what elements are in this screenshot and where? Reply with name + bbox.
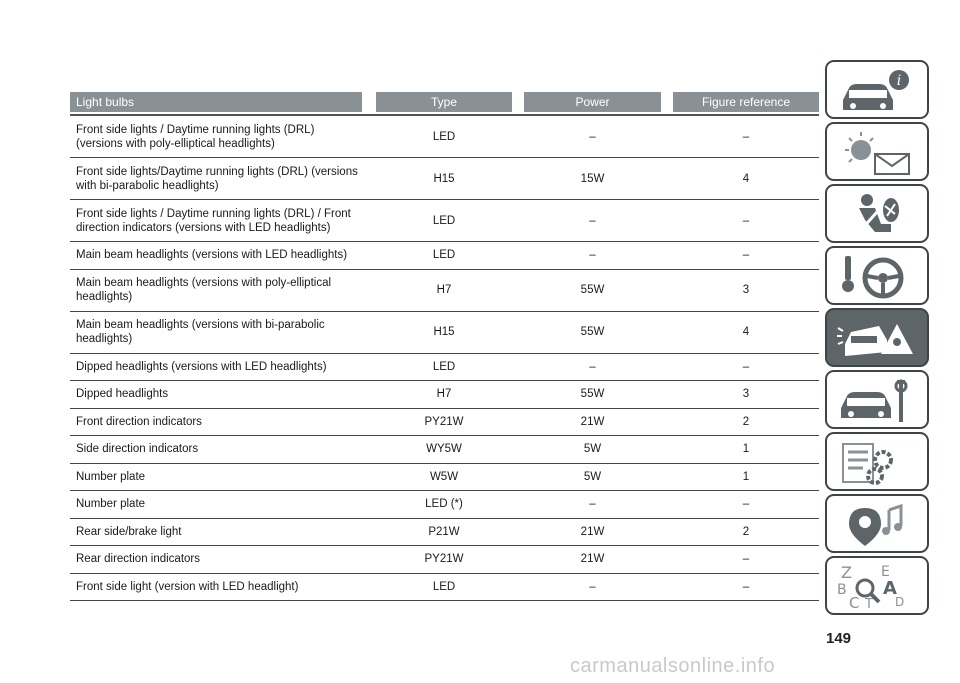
table-row bbox=[70, 464, 819, 492]
bulb-name: Dipped headlights (versions with LED headlights) bbox=[76, 360, 327, 373]
table-row bbox=[70, 116, 819, 158]
figure-reference: – bbox=[742, 249, 750, 262]
bulb-name: Front side lights / Daytime running lights (DRL) (versions with poly-elliptical headlights) bbox=[76, 123, 315, 150]
car-maintenance-icon bbox=[835, 376, 923, 426]
technical-data-gear-icon bbox=[835, 438, 923, 488]
bulb-power: – bbox=[589, 360, 596, 373]
table-row bbox=[70, 200, 819, 242]
bulb-power: 5W bbox=[583, 443, 602, 456]
table-row bbox=[70, 546, 819, 574]
bulb-power: 21W bbox=[580, 525, 605, 538]
bulb-type: WY5W bbox=[426, 443, 462, 456]
figure-reference: – bbox=[742, 553, 750, 566]
bulb-power: – bbox=[589, 214, 596, 227]
table-row bbox=[70, 519, 819, 547]
tab-maintenance[interactable] bbox=[825, 370, 929, 429]
header-type: Type bbox=[376, 92, 512, 112]
bulb-type: PY21W bbox=[424, 415, 464, 428]
tab-car-info[interactable] bbox=[825, 60, 929, 119]
index-letter: D bbox=[895, 595, 905, 609]
bulb-type: LED bbox=[432, 130, 456, 143]
figure-reference: – bbox=[742, 580, 750, 593]
bulb-name: Front side lights / Daytime running lights (DRL) / Front direction indicators (versions with LED headlights) bbox=[76, 207, 351, 234]
index-letter: Z bbox=[841, 563, 852, 582]
index-letter: E bbox=[881, 564, 890, 580]
bulb-name: Rear direction indicators bbox=[76, 553, 201, 566]
index-letter: B bbox=[837, 582, 847, 598]
car-emergency-icon bbox=[835, 314, 923, 364]
tab-warning-lights[interactable] bbox=[825, 122, 929, 181]
table-row bbox=[70, 491, 819, 519]
table-row bbox=[70, 381, 819, 409]
figure-reference: 2 bbox=[742, 525, 750, 538]
bulb-power: 21W bbox=[580, 553, 605, 566]
key-steering-wheel-icon bbox=[835, 252, 923, 302]
bulb-name: Main beam headlights (versions with LED headlights) bbox=[76, 249, 348, 262]
bulb-name: Number plate bbox=[76, 498, 146, 511]
bulb-name: Number plate bbox=[76, 470, 146, 483]
bulb-power: – bbox=[589, 130, 596, 143]
index-letter: A bbox=[883, 578, 897, 599]
bulb-name: Side direction indicators bbox=[76, 443, 199, 456]
bulb-power: 55W bbox=[580, 326, 605, 338]
table-row bbox=[70, 158, 819, 200]
bulb-power: 55W bbox=[580, 284, 605, 296]
index-letters-icon bbox=[835, 562, 923, 612]
bulb-type: P21W bbox=[428, 525, 460, 538]
header-power: Power bbox=[524, 92, 661, 112]
table-body bbox=[70, 116, 819, 601]
bulb-power: 15W bbox=[580, 172, 605, 185]
bulb-type: LED bbox=[432, 360, 456, 373]
table-row bbox=[70, 409, 819, 437]
bulb-type: LED bbox=[432, 580, 456, 593]
tab-index[interactable] bbox=[825, 556, 929, 615]
table-row bbox=[70, 312, 819, 354]
page-number: 149 bbox=[826, 630, 852, 647]
warning-lights-message-icon bbox=[835, 128, 923, 178]
bulb-power: 55W bbox=[580, 388, 605, 401]
header-light-bulbs: Light bulbs bbox=[70, 92, 362, 112]
bulb-type: LED (*) bbox=[425, 498, 463, 511]
watermark: carmanualsonline.info bbox=[570, 655, 776, 677]
bulb-power: – bbox=[589, 580, 596, 593]
table-row bbox=[70, 242, 819, 270]
table-row bbox=[70, 270, 819, 312]
figure-reference: 4 bbox=[742, 326, 750, 338]
bulb-power: 21W bbox=[580, 415, 605, 428]
tab-starting-driving[interactable] bbox=[825, 246, 929, 305]
table-row bbox=[70, 436, 819, 464]
seat-airbag-safety-icon bbox=[835, 190, 923, 240]
bulb-name: Dipped headlights bbox=[76, 388, 169, 401]
bulb-power: 5W bbox=[583, 470, 602, 483]
index-letter: T bbox=[865, 597, 873, 612]
bulb-type: LED bbox=[432, 214, 456, 227]
bulb-name: Front side light (version with LED headlight) bbox=[76, 580, 299, 593]
figure-reference: 3 bbox=[742, 388, 750, 401]
table-header bbox=[70, 92, 819, 112]
figure-reference: – bbox=[742, 360, 750, 373]
table-row bbox=[70, 574, 819, 602]
figure-reference: – bbox=[742, 130, 750, 143]
figure-reference: – bbox=[742, 498, 750, 511]
svg-text:i: i bbox=[896, 73, 902, 89]
tab-safety[interactable] bbox=[825, 184, 929, 243]
tab-technical-data[interactable] bbox=[825, 432, 929, 491]
bulb-power: – bbox=[589, 249, 596, 262]
bulb-name: Main beam headlights (versions with bi-parabolic headlights) bbox=[76, 319, 325, 345]
header-figure-reference: Figure reference bbox=[673, 92, 819, 112]
table-row bbox=[70, 354, 819, 382]
bulb-type: W5W bbox=[429, 470, 459, 483]
multimedia-icon bbox=[835, 500, 923, 550]
bulb-type: H7 bbox=[436, 388, 452, 401]
index-letter: C bbox=[849, 594, 860, 612]
bulb-name: Main beam headlights (versions with poly-elliptical headlights) bbox=[76, 277, 332, 303]
figure-reference: 2 bbox=[742, 415, 750, 428]
bulb-type: H15 bbox=[433, 172, 455, 185]
bulb-type: PY21W bbox=[424, 553, 464, 566]
bulb-type: LED bbox=[432, 249, 456, 262]
bulb-table bbox=[70, 92, 819, 601]
bulb-name: Rear side/brake light bbox=[76, 525, 182, 538]
figure-reference: 3 bbox=[742, 284, 750, 296]
bulb-name: Front side lights/Daytime running lights (DRL) (versions with bi-parabolic headlights) bbox=[76, 165, 358, 192]
bulb-type: H7 bbox=[436, 284, 452, 296]
bulb-name: Front direction indicators bbox=[76, 415, 202, 428]
figure-reference: 1 bbox=[742, 443, 750, 456]
tab-emergency[interactable] bbox=[825, 308, 929, 367]
figure-reference: – bbox=[742, 214, 750, 227]
figure-reference: 4 bbox=[742, 172, 750, 185]
figure-reference: 1 bbox=[742, 470, 750, 483]
bulb-type: H15 bbox=[433, 326, 455, 338]
bulb-power: – bbox=[589, 498, 596, 511]
tab-multimedia[interactable] bbox=[825, 494, 929, 553]
car-info-icon bbox=[835, 66, 923, 116]
